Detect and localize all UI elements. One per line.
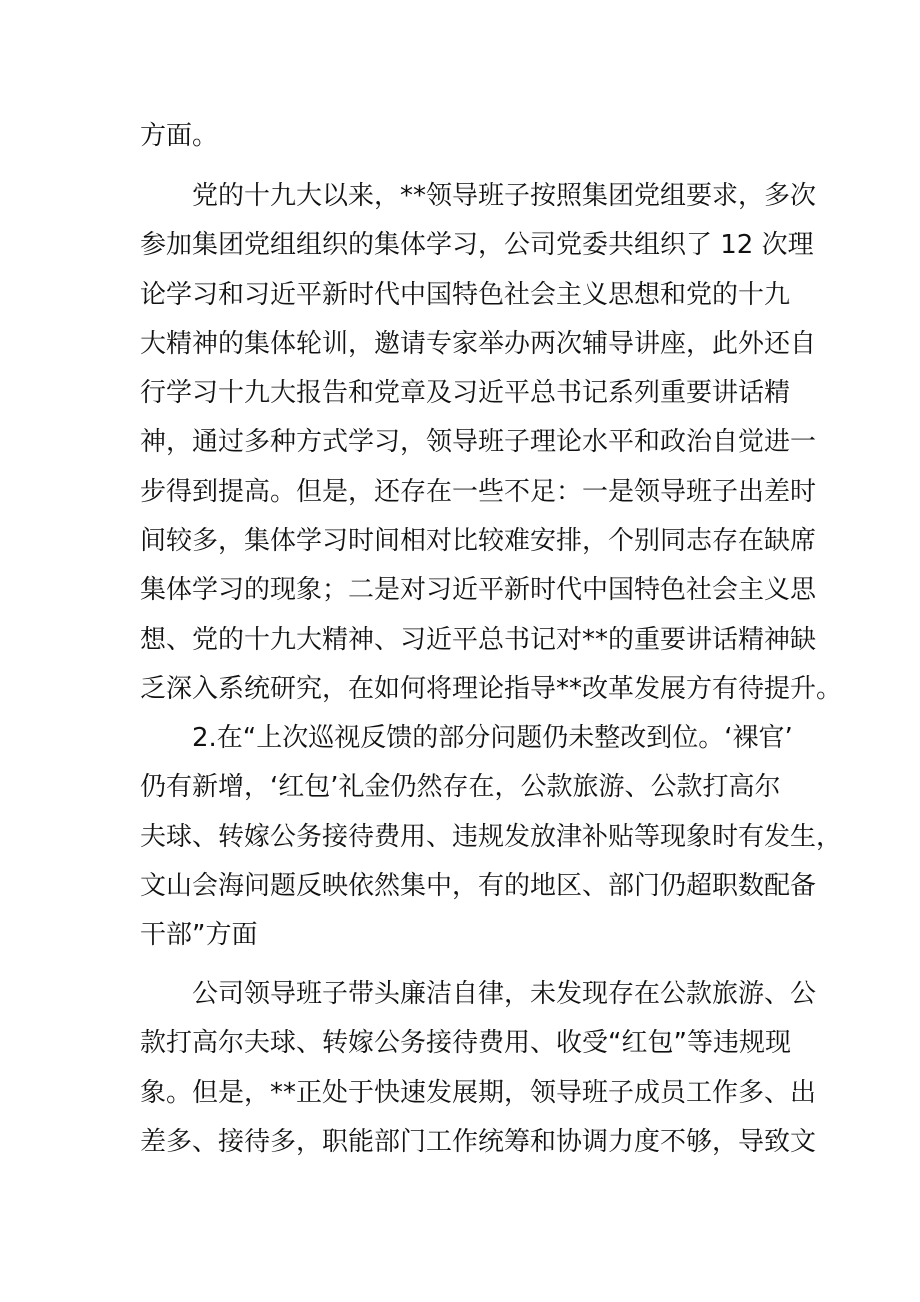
text-line: 差多、接待多，职能部门工作统筹和协调力度不够，导致文 (140, 1126, 817, 1157)
text-line: 行学习十九大报告和党章及习近平总书记系列重要讲话精 (140, 378, 791, 409)
text-line: 想、党的十九大精神、习近平总书记对**的重要讲话精神缺 (140, 624, 817, 655)
paragraph-continuation (140, 112, 780, 161)
text-line: 2.在“上次巡视反馈的部分问题仍未整改到位。‘裸官’ (192, 723, 793, 753)
text-line: 党的十九大以来，**领导班子按照集团党组要求，多次 (192, 181, 817, 211)
text-line: 仍有新增，‘红包’礼金仍然存在，公款旅游、公款打高尔 (140, 772, 781, 803)
text-line: 文山会海问题反映依然集中，有的地区、部门仍超职数配备 (140, 870, 817, 901)
text-line: 神，通过多种方式学习，领导班子理论水平和政治自觉进一 (140, 427, 817, 458)
text-line: 款打高尔夫球、转嫁公务接待费用、收受“红包”等违规现 (140, 1028, 791, 1059)
paragraph-study (140, 172, 843, 714)
text-line: 干部”方面 (140, 920, 258, 951)
text-line: 夫球、转嫁公务接待费用、违规发放津补贴等现象时有发生， (140, 821, 843, 852)
paragraph-inspection-heading (140, 714, 843, 960)
text-line: 步得到提高。但是，还存在一些不足：一是领导班子出差时 (140, 476, 817, 507)
text-line: 大精神的集体轮训，邀请专家举办两次辅导讲座，此外还自 (140, 328, 817, 359)
text-line: 间较多，集体学习时间相对比较难安排，个别同志存在缺席 (140, 526, 817, 557)
paragraph-integrity (140, 970, 817, 1167)
text-line: 参加集团党组组织的集体学习，公司党委共组织了 12 次理 (140, 230, 814, 261)
text-line: 乏深入系统研究，在如何将理论指导**改革发展方有待提升。 (140, 673, 843, 704)
text-line: 集体学习的现象；二是对习近平新时代中国特色社会主义思 (140, 575, 817, 606)
text-line: 方面。 (140, 121, 219, 151)
text-line: 论学习和习近平新时代中国特色社会主义思想和党的十九 (140, 279, 791, 310)
text-line: 象。但是，**正处于快速发展期，领导班子成员工作多、出 (140, 1077, 817, 1108)
text-line: 公司领导班子带头廉洁自律，未发现存在公款旅游、公 (192, 979, 817, 1009)
